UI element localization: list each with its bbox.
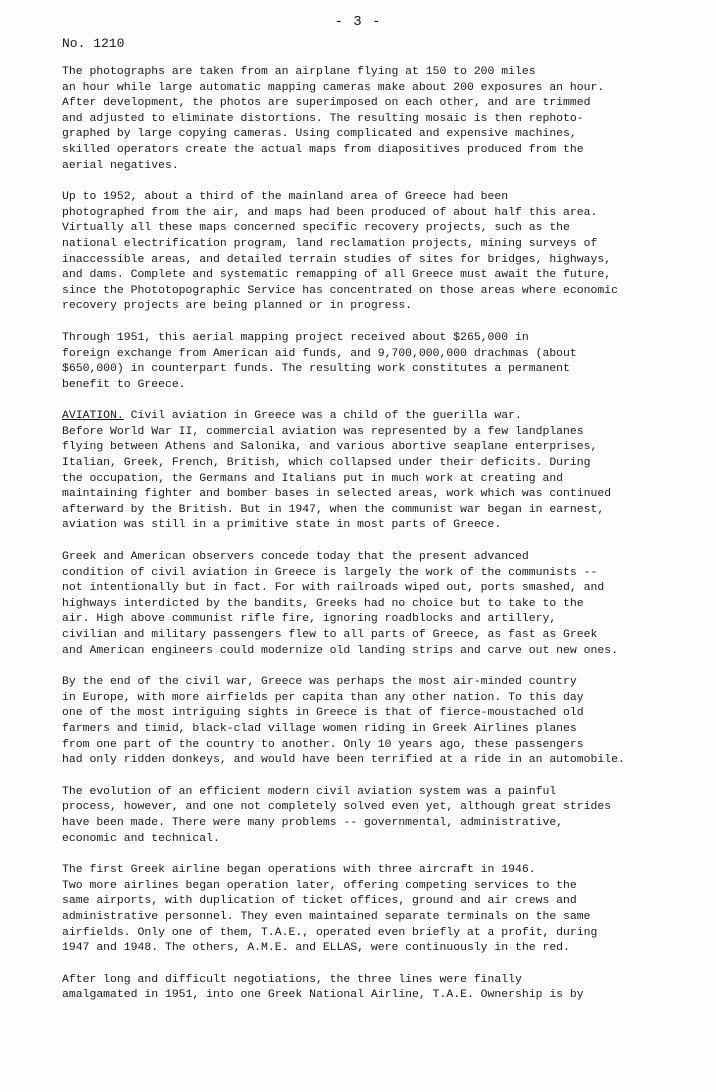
paragraph-evolution: The evolution of an efficient modern civil aviation system was a painful process, however, and one not completely solved even yet, although great strides have been made. There were many problems -- governmental, administrative, economic and technical. [62, 784, 612, 845]
aviation-heading: AVIATION. [62, 409, 124, 423]
paragraph-mapping-coverage: Up to 1952, about a third of the mainland area of Greece had been photographed from the air, and maps had been produced of about half this area. Virtually all these maps concerned specific recovery projects, such as the national electrification program, land reclamation projects, mining surveys of inaccessible areas, and detailed terrain studies of sites for bridges, highways, and dams. Complete and systematic remapping of all Greece must await the future, since the Phototopographic Service has concentrated on those areas where economic recovery projects are being planned or in progress. [62, 190, 618, 313]
paragraph-observers: Greek and American observers concede today that the present advanced condition of civil aviation in Greece is largely the work of the communists -- not intentionally but in fact. For with railroads wiped out, ports smashed, and highways interdicted by the bandits, Greeks had no choice but to take to the air. High above communist rifle fire, ignoring roadblocks and artillery, civilian and military passengers flew to all parts of Greece, as fast as Greek and American engineers could modernize old landing strips and carve out new ones. [62, 550, 618, 657]
paragraph-funding: Through 1951, this aerial mapping project received about $265,000 in foreign exchange from American aid funds, and 9,700,000,000 drachmas (about $650,000) in counterpart funds. The resulting work constitutes a permanent benefit to Greece. [62, 330, 577, 391]
paragraph-aerial-photography: The photographs are taken from an airplane flying at 150 to 200 miles an hour while large automatic mapping cameras make about 200 exposures an hour. After development, the photos are superimposed on each other, and are trimmed and adjusted to eliminate distortions. The resulting mosaic is then rephoto- graphed by large copying cameras. Using complicated and expensive machines, skilled operators create the actual maps from diapositives produced from the aerial negatives. [62, 65, 605, 172]
paragraph-air-minded: By the end of the civil war, Greece was perhaps the most air-minded country in Europe, with more airfields per capita than any other nation. To this day one of the most intriguing sights in Greece is that of fierce-moustached old farmers and timid, black-clad village women riding in Greek Airlines planes from one part of the country to another. Only 10 years ago, these passengers had only ridden donkeys, and would have been terrified at a ride in an automobile. [62, 675, 625, 767]
aviation-text: Civil aviation in Greece was a child of the guerilla war. Before World War II, commercial aviation was represented by a few landplanes flying between Athens and Salonika, and various abortive seaplane enterprises, Italian, Greek, French, British, which collapsed under their deficits. During the occupation, the Germans and Italians put in much work at creating and maintaining fighter and bomber bases in selected areas, work which was continued afterward by the British. But in 1947, when the communist war began in earnest, aviation was still in a primitive state in most parts of Greece. [62, 409, 612, 532]
page-number: - 3 - [334, 14, 382, 30]
body-text [62, 64, 672, 1019]
paragraph-aviation [62, 408, 672, 533]
paragraph-amalgamation: After long and difficult negotiations, the three lines were finally amalgamated in 1951, into one Greek National Airline, T.A.E. Ownership is by [62, 972, 584, 1002]
paragraph-first-airline: The first Greek airline began operations with three aircraft in 1946. Two more airlines began operation later, offering competing services to the same airports, with duplication of ticket offices, ground and air crews and administrative personnel. They even maintained separate terminals on the same airfields. Only one of them, T.A.E., operated even briefly at a profit, during 1947 and 1948. The others, A.M.E. and ELLAS, were continuously in the red. [62, 863, 598, 955]
document-number: No. 1210 [62, 36, 125, 51]
